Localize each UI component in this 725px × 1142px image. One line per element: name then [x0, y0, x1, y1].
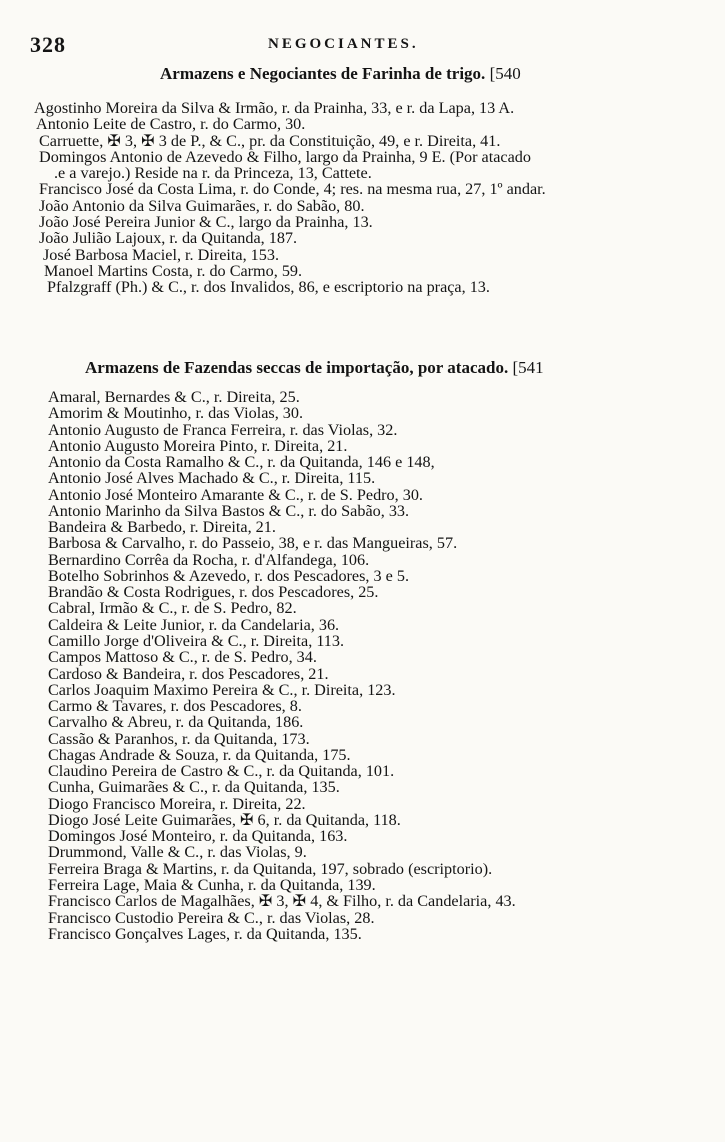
list-item: Botelho Sobrinhos & Azevedo, r. dos Pescadores, 3 e 5.: [48, 566, 410, 585]
list-item: Manoel Martins Costa, r. do Carmo, 59.: [44, 261, 303, 280]
list-item: Caldeira & Leite Junior, r. da Candelaria, 36.: [48, 615, 340, 634]
section-title: Armazens de Fazendas seccas de importação, por atacado.: [85, 358, 509, 377]
list-item: Antonio Leite de Castro, r. do Carmo, 30.: [36, 115, 306, 134]
list-item: Brandão & Costa Rodrigues, r. dos Pescadores, 25.: [48, 583, 379, 602]
list-item: Bernardino Corrêa da Rocha, r. d'Alfandega, 106.: [48, 550, 370, 569]
list-item: João José Pereira Junior & C., largo da Prainha, 13.: [39, 213, 373, 232]
list-item: Antonio Augusto de Franca Ferreira, r. das Violas, 32.: [48, 420, 398, 439]
section-title: Armazens e Negociantes de Farinha de trigo.: [160, 64, 486, 83]
list-item: João Antonio da Silva Guimarães, r. do Sabão, 80.: [39, 196, 365, 215]
list-item: Francisco Gonçalves Lages, r. da Quitanda, 135.: [48, 924, 362, 943]
section-number: [540: [489, 64, 521, 83]
list-item: Antonio José Alves Machado & C., r. Direita, 115.: [48, 469, 376, 488]
list-item: Cassão & Paranhos, r. da Quitanda, 173.: [48, 729, 310, 748]
list-item: Amorim & Moutinho, r. das Violas, 30.: [48, 404, 304, 423]
list-item: Ferreira Braga & Martins, r. da Quitanda, 197, sobrado (escriptorio).: [48, 859, 493, 878]
list-item: Drummond, Valle & C., r. das Violas, 9.: [48, 843, 307, 862]
list-item: Cardoso & Bandeira, r. dos Pescadores, 21.: [48, 664, 329, 683]
section-number: [541: [512, 358, 544, 377]
list-item: Chagas Andrade & Souza, r. da Quitanda, 175.: [48, 745, 351, 764]
list-item: Carruette, ✠ 3, ✠ 3 de P., & C., pr. da Constituição, 49, e r. Direita, 41.: [39, 131, 501, 150]
list-item: Francisco José da Costa Lima, r. do Conde, 4; res. na mesma rua, 27, 1º andar.: [39, 180, 546, 199]
list-item: Antonio Marinho da Silva Bastos & C., r. do Sabão, 33.: [48, 501, 410, 520]
list-item: .e a varejo.) Reside na r. da Princeza, 13, Cattete.: [54, 164, 372, 183]
list-item: Claudino Pereira de Castro & C., r. da Quitanda, 101.: [48, 762, 395, 781]
list-item: Diogo José Leite Guimarães, ✠ 6, r. da Quitanda, 118.: [48, 810, 401, 829]
list-item: Diogo Francisco Moreira, r. Direita, 22.: [48, 794, 306, 813]
list-item: Carlos Joaquim Maximo Pereira & C., r. Direita, 123.: [48, 680, 396, 699]
list-item: Antonio José Monteiro Amarante & C., r. de S. Pedro, 30.: [48, 485, 423, 504]
list-item: Domingos Antonio de Azevedo & Filho, largo da Prainha, 9 E. (Por atacado: [39, 147, 531, 166]
entry-list-flour: [34, 100, 546, 296]
list-item: José Barbosa Maciel, r. Direita, 153.: [43, 245, 280, 264]
list-item: Carvalho & Abreu, r. da Quitanda, 186.: [48, 713, 304, 732]
section-heading-dry-goods: [85, 358, 544, 378]
entry-list-dry-goods: [48, 389, 516, 942]
list-item: Cabral, Irmão & C., r. de S. Pedro, 82.: [48, 599, 297, 618]
list-item: Domingos José Monteiro, r. da Quitanda, 163.: [48, 827, 348, 846]
list-item: Cunha, Guimarães & C., r. da Quitanda, 135.: [48, 778, 340, 797]
list-item: Pfalzgraff (Ph.) & C., r. dos Invalidos, 86, e escriptorio na praça, 13.: [47, 278, 490, 297]
list-item: Campos Mattoso & C., r. de S. Pedro, 34.: [48, 648, 317, 667]
list-item: Carmo & Tavares, r. dos Pescadores, 8.: [48, 697, 302, 716]
list-item: Amaral, Bernardes & C., r. Direita, 25.: [48, 388, 300, 406]
page-number: 328: [30, 32, 66, 57]
running-title: NEGOCIANTES.: [268, 36, 419, 52]
list-item: Francisco Carlos de Magalhães, ✠ 3, ✠ 4, & Filho, r. da Candelaria, 43.: [48, 892, 516, 911]
list-item: João Julião Lajoux, r. da Quitanda, 187.: [39, 229, 298, 248]
list-item: Francisco Custodio Pereira & C., r. das Violas, 28.: [48, 908, 375, 927]
list-item: Ferreira Lage, Maia & Cunha, r. da Quitanda, 139.: [48, 875, 376, 894]
section-heading-flour: [160, 64, 521, 84]
list-item: Agostinho Moreira da Silva & Irmão, r. da Prainha, 33, e r. da Lapa, 13 A.: [34, 99, 515, 117]
list-item: Camillo Jorge d'Oliveira & C., r. Direita, 113.: [48, 631, 345, 650]
list-item: Antonio Augusto Moreira Pinto, r. Direita, 21.: [48, 436, 348, 455]
list-item: Bandeira & Barbedo, r. Direita, 21.: [48, 518, 276, 537]
list-item: Antonio da Costa Ramalho & C., r. da Quitanda, 146 e 148,: [48, 453, 435, 472]
list-item: Barbosa & Carvalho, r. do Passeio, 38, e r. das Mangueiras, 57.: [48, 534, 458, 553]
